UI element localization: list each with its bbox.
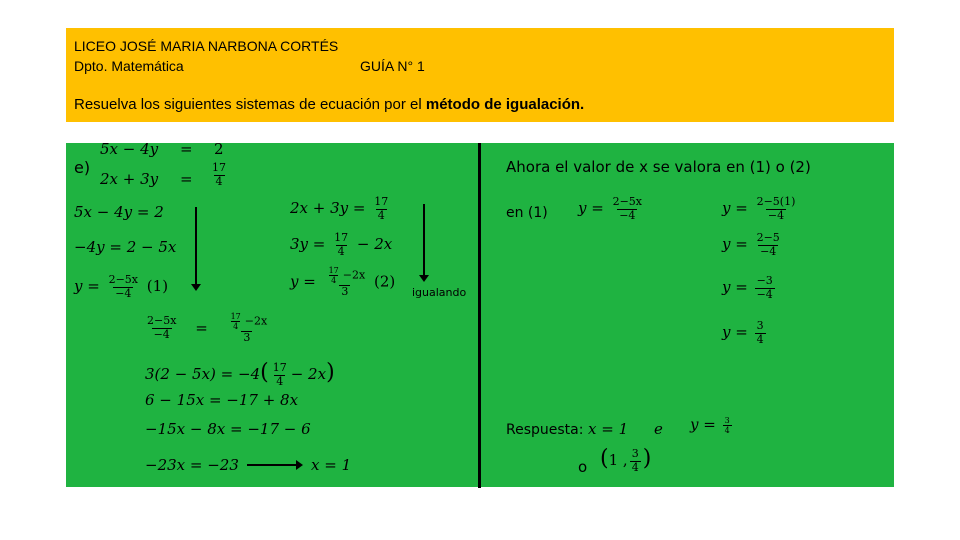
school-name: LICEO JOSÉ MARIA NARBONA CORTÉS bbox=[74, 38, 339, 54]
system-eq2-equals: = bbox=[180, 170, 193, 188]
department: Dpto. Matemática bbox=[74, 58, 184, 74]
step-c1-line2: −4y = 2 − 5x bbox=[74, 238, 177, 256]
equating-line: $\frac{2-5x}{-4}$ = $\frac{17}{4}$ −2x 3 bbox=[147, 312, 268, 345]
r3-expression: y = $\frac{2-5}{-4}$ bbox=[722, 231, 780, 258]
step-s2: 6 − 15x = −17 + 8x bbox=[145, 391, 299, 409]
answer-x: x = 1 bbox=[588, 420, 629, 438]
exercise-label: e) bbox=[74, 158, 91, 177]
system-eq1-equals: = bbox=[180, 140, 193, 158]
step-c2-line2: 3y = $\frac{17}{4}$ − 2x bbox=[290, 231, 393, 258]
r4-expression: y = $\frac{-3}{-4}$ bbox=[722, 274, 773, 301]
instruction-method: método de igualación. bbox=[425, 96, 585, 113]
step-c2-line3: y = $\frac{17}{4}$ −2x 3 (2) bbox=[290, 266, 396, 299]
step-s1: 3(2 − 5x) = −4( $\frac{17}{4}$ − 2x) bbox=[145, 360, 335, 388]
step-c2-line1: 2x + 3y = $\frac{17}{4}$ bbox=[290, 195, 389, 222]
arrow-right bbox=[247, 464, 297, 466]
r1-expression: y = $\frac{2-5x}{-4}$ bbox=[578, 195, 643, 222]
r2-expression: y = $\frac{2-5(1)}{-4}$ bbox=[722, 195, 796, 222]
guide-number: GUÍA N° 1 bbox=[360, 58, 425, 74]
answer-e: e bbox=[654, 420, 663, 438]
igualando-label: igualando bbox=[412, 286, 467, 299]
ordered-pair: (1 , $\frac{3}{4}$ ) bbox=[600, 446, 652, 474]
step-s4-result: x = 1 bbox=[311, 456, 352, 474]
arrow-down-2 bbox=[423, 204, 425, 276]
r5-expression: y = $\frac{3}{4}$ bbox=[722, 319, 764, 346]
answer-label: Respuesta: bbox=[506, 422, 584, 438]
answer-y: y = $\frac{3}{4}$ bbox=[690, 415, 730, 436]
instruction-prefix: Resuelva los siguientes sistemas de ecuación por el bbox=[74, 96, 426, 113]
column-divider bbox=[478, 143, 481, 488]
system-eq1-lhs: 5x − 4y bbox=[100, 140, 159, 158]
header-banner bbox=[66, 28, 894, 122]
right-title: Ahora el valor de x se valora en (1) o (2) bbox=[506, 158, 811, 176]
step-s3: −15x − 8x = −17 − 6 bbox=[145, 420, 311, 438]
or-label: o bbox=[578, 458, 588, 476]
step-s4: −23x = −23 bbox=[145, 456, 239, 474]
system-eq2-lhs: 2x + 3y bbox=[100, 170, 159, 188]
step-c1-line3: y = $\frac{2-5x}{-4}$ (1) bbox=[74, 273, 169, 300]
system-eq1-rhs: 2 bbox=[214, 140, 224, 158]
system-eq2-rhs: $\frac{17}{4}$ bbox=[212, 161, 226, 188]
instruction bbox=[74, 96, 584, 113]
step-c1-line1: 5x − 4y = 2 bbox=[74, 203, 164, 221]
en1-label: en (1) bbox=[506, 205, 548, 221]
arrow-down-1 bbox=[195, 207, 197, 285]
